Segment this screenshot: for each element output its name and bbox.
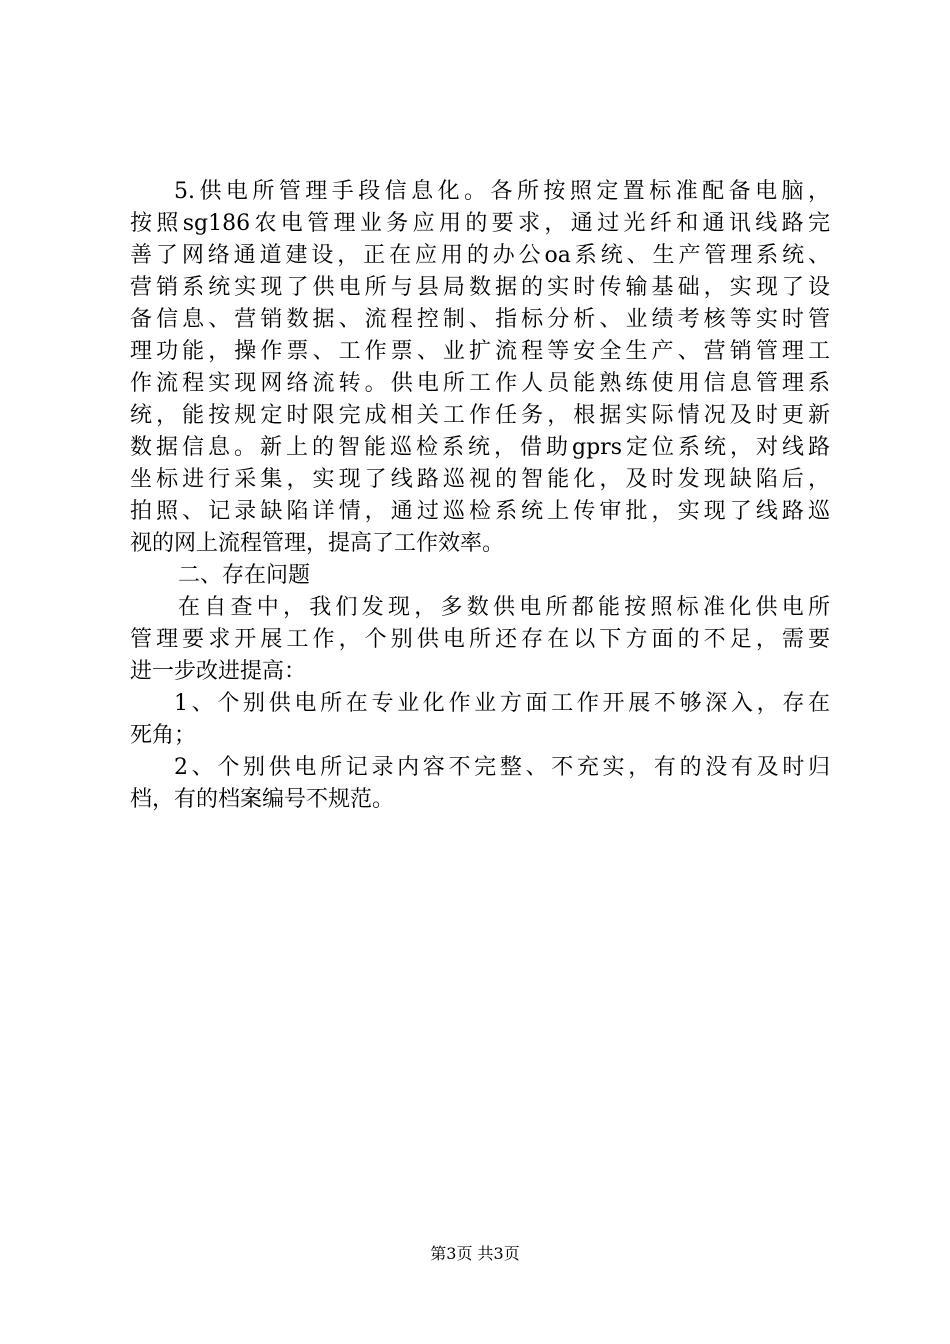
text-line: 备信息、营销数据、流程控制、指标分析、业绩考核等实时管 bbox=[130, 307, 830, 332]
text-line: 善了网络通道建设，正在应用的办公oa系统、生产管理系统、 bbox=[130, 243, 830, 268]
section-heading-text: 二、存在问题 bbox=[178, 563, 311, 588]
text-line: 理功能，操作票、工作票、业扩流程等安全生产、营销管理工 bbox=[130, 339, 830, 364]
page-footer bbox=[0, 1243, 950, 1265]
text-line: 档，有的档案编号不规范。 bbox=[130, 787, 395, 812]
list-item-1 bbox=[130, 688, 830, 752]
page-number-label: 第3页 共3页 bbox=[430, 1244, 520, 1263]
paragraph-2 bbox=[130, 592, 830, 688]
text-line: 统，能按规定时限完成相关工作任务，根据实际情况及时更新 bbox=[130, 403, 830, 428]
text-line: 坐标进行采集，实现了线路巡视的智能化，及时发现缺陷后， bbox=[130, 467, 830, 492]
text-line: 死角； bbox=[130, 723, 197, 748]
text-line: 视的网上流程管理，提高了工作效率。 bbox=[130, 531, 505, 556]
document-body bbox=[130, 176, 830, 816]
text-line: 数据信息。新上的智能巡检系统，借助gprs定位系统，对线路 bbox=[130, 435, 830, 460]
text-line: 在自查中，我们发现，多数供电所都能按照标准化供电所 bbox=[178, 595, 830, 620]
text-line: 拍照、记录缺陷详情，通过巡检系统上传审批，实现了线路巡 bbox=[130, 499, 830, 524]
text-line: 5.供电所管理手段信息化。各所按照定置标准配备电脑， bbox=[174, 179, 830, 204]
text-line: 1、个别供电所在专业化作业方面工作开展不够深入，存在 bbox=[174, 691, 830, 716]
text-line: 2、个别供电所记录内容不完整、不充实，有的没有及时归 bbox=[174, 755, 830, 780]
text-line: 管理要求开展工作，个别供电所还存在以下方面的不足，需要 bbox=[130, 627, 830, 652]
text-line: 按照sg186农电管理业务应用的要求，通过光纤和通讯线路完 bbox=[130, 211, 830, 236]
section-heading bbox=[130, 560, 830, 592]
text-line: 作流程实现网络流转。供电所工作人员能熟练使用信息管理系 bbox=[130, 371, 830, 396]
list-item-2 bbox=[130, 752, 830, 816]
text-line: 进一步改进提高： bbox=[130, 659, 307, 684]
paragraph-1 bbox=[130, 176, 830, 560]
text-line: 营销系统实现了供电所与县局数据的实时传输基础，实现了设 bbox=[130, 275, 830, 300]
